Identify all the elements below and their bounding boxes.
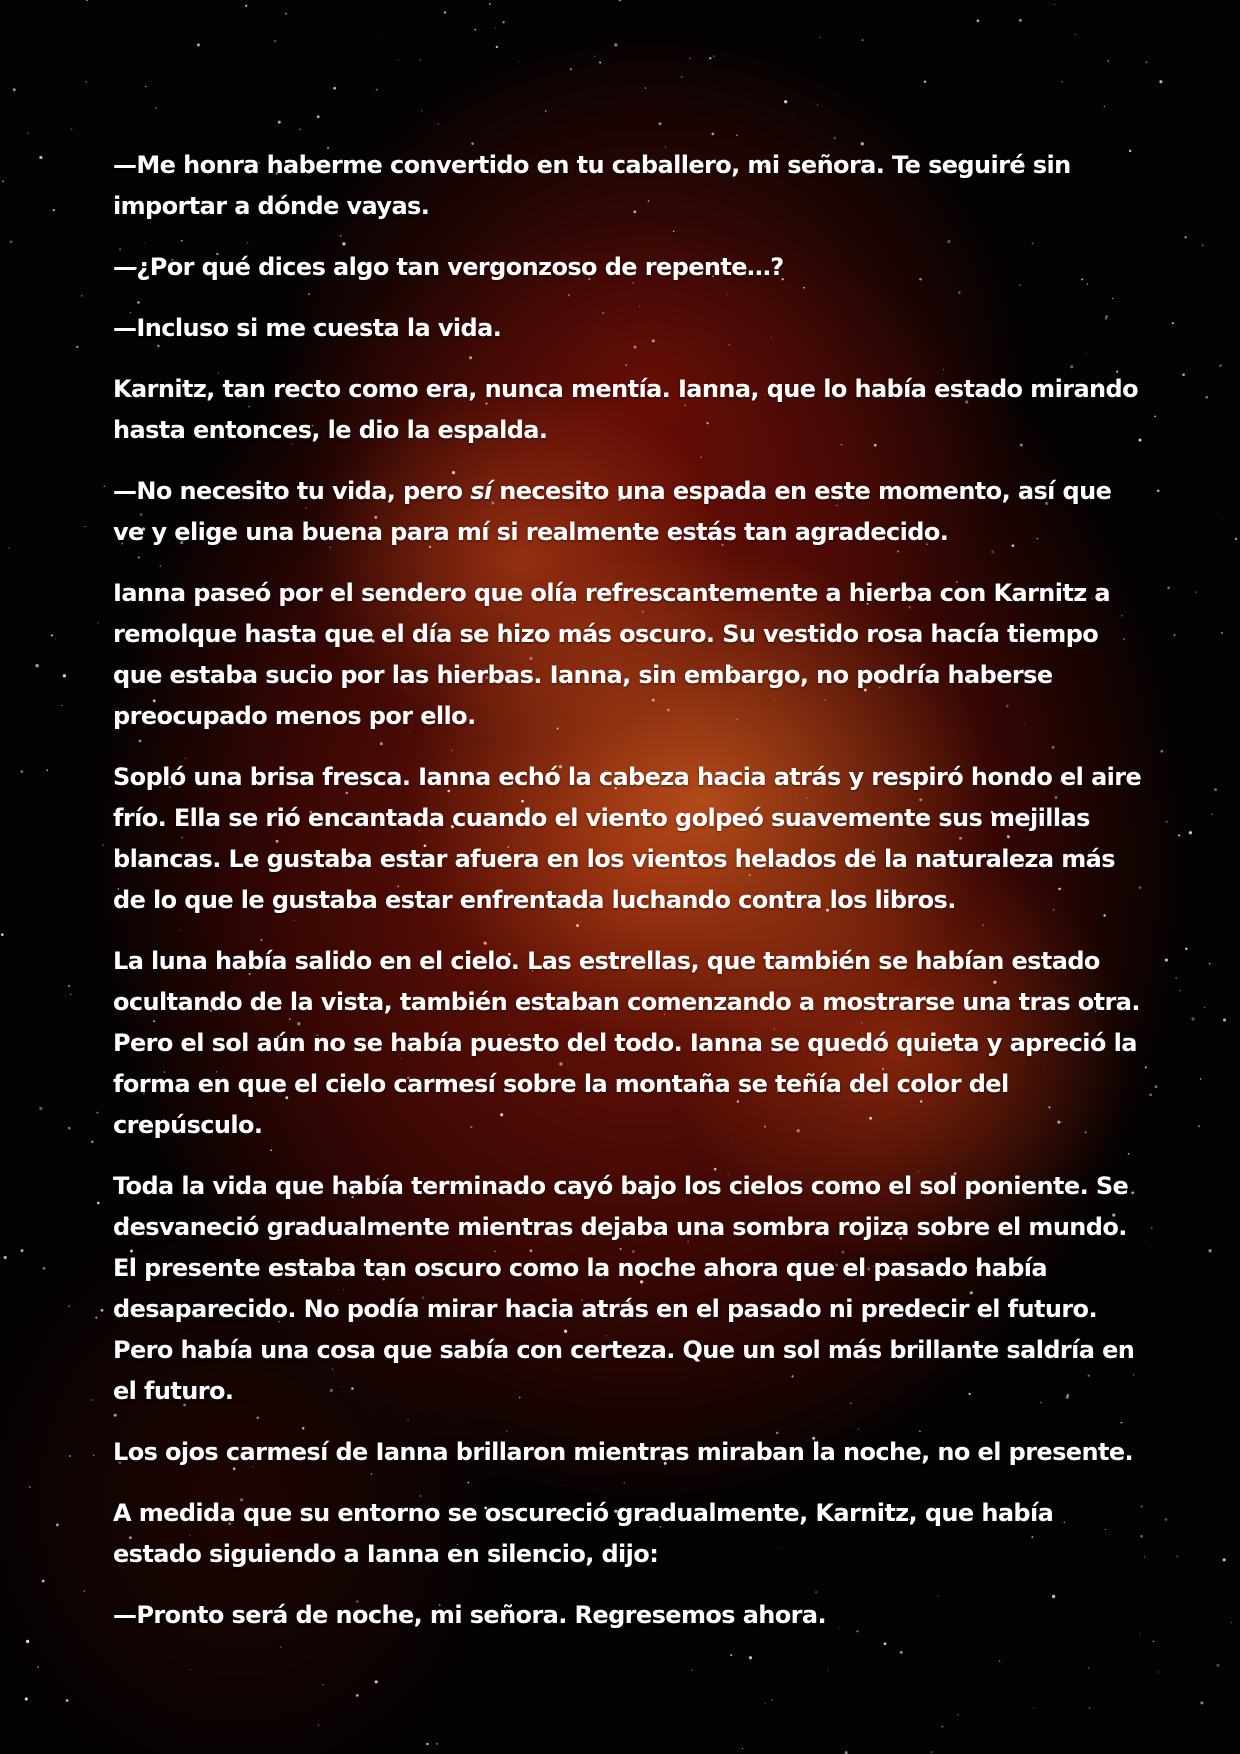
- star: [742, 1748, 743, 1749]
- star: [63, 674, 66, 677]
- star: [37, 1666, 38, 1667]
- star: [69, 1455, 71, 1457]
- paragraph-5: [113, 471, 1143, 553]
- star: [1222, 519, 1223, 520]
- star: [39, 156, 42, 159]
- paragraph-5-emphasis: sí: [470, 477, 492, 505]
- star: [1157, 490, 1159, 492]
- paragraph-12: —Pronto será de noche, mi señora. Regresemos ahora.: [113, 1601, 827, 1629]
- star: [101, 1309, 104, 1312]
- star: [1174, 634, 1176, 636]
- star: [1158, 1672, 1159, 1673]
- star: [1180, 990, 1181, 991]
- star: [25, 1697, 28, 1700]
- star: [43, 1267, 46, 1270]
- star: [689, 58, 691, 60]
- star: [645, 87, 646, 88]
- star: [1146, 61, 1148, 63]
- star: [10, 240, 13, 243]
- story-text: [113, 145, 1143, 1656]
- star: [421, 110, 423, 112]
- star: [29, 1486, 31, 1488]
- star: [1167, 587, 1169, 589]
- star: [924, 81, 926, 83]
- star: [68, 985, 71, 988]
- star: [81, 295, 82, 296]
- star: [375, 1680, 378, 1683]
- star: [1223, 1018, 1226, 1021]
- star: [1221, 632, 1223, 634]
- star: [97, 1112, 99, 1114]
- paragraph-5-after: necesito una espada en este momento, así que ve y elige una buena para mí si realmente estás tan agradecido.: [113, 477, 1112, 546]
- star: [599, 62, 601, 64]
- star: [1, 933, 4, 936]
- star: [426, 1743, 428, 1745]
- star: [436, 1743, 438, 1745]
- star: [495, 28, 496, 29]
- star: [444, 11, 446, 13]
- star: [1195, 591, 1196, 592]
- star: [765, 1703, 766, 1704]
- star: [941, 1726, 943, 1728]
- star: [84, 1590, 85, 1591]
- paragraph-5-before: —No necesito tu vida, pero: [113, 477, 471, 505]
- star: [1212, 814, 1213, 815]
- star: [1202, 245, 1203, 246]
- star: [299, 128, 301, 130]
- star: [1089, 1707, 1091, 1709]
- star: [1155, 1085, 1158, 1088]
- star: [102, 844, 103, 845]
- star: [784, 100, 787, 103]
- paragraph-9: Toda la vida que había terminado cayó bajo los cielos como el sol poniente. Se desvaneció gradualmente mientras dejaba una sombra rojiza sobre el mundo. El presente estaba tan oscuro como la noche ahora que el pasado había desaparecido. No podía mirar hacia atrás en el pasado ni predecir el futuro. Pero había una cosa que sabía con certeza. Que un sol más brillante saldría en el futuro.: [113, 1172, 1135, 1405]
- star: [1172, 322, 1174, 324]
- paragraph-2: —¿Por qué dices algo tan vergonzoso de repente…?: [113, 253, 784, 281]
- star: [42, 1580, 45, 1583]
- star: [66, 1699, 69, 1702]
- paragraph-3: —Incluso si me cuesta la vida.: [113, 314, 502, 342]
- star: [999, 1660, 1001, 1662]
- star: [1184, 236, 1186, 238]
- star: [1054, 4, 1055, 5]
- star: [26, 1640, 29, 1643]
- star: [91, 1141, 94, 1144]
- star: [594, 56, 595, 57]
- star: [793, 112, 794, 113]
- star: [322, 1684, 323, 1685]
- star: [1182, 374, 1185, 377]
- star: [1075, 34, 1076, 35]
- star: [76, 346, 78, 348]
- star: [376, 89, 378, 91]
- star: [1159, 80, 1162, 83]
- star: [1165, 1518, 1168, 1521]
- star: [681, 76, 683, 78]
- star: [1235, 538, 1237, 540]
- star: [85, 81, 87, 83]
- star: [356, 1694, 359, 1697]
- star: [771, 1699, 773, 1701]
- star: [749, 1656, 752, 1659]
- star: [489, 3, 491, 5]
- star: [1170, 858, 1171, 859]
- paragraph-11: A medida que su entorno se oscureció gradualmente, Karnitz, que había estado siguiendo a Ianna en silencio, dijo:: [113, 1499, 1054, 1568]
- star: [1214, 788, 1217, 791]
- star: [285, 13, 287, 15]
- star: [278, 121, 281, 124]
- star: [474, 29, 476, 31]
- star: [70, 994, 71, 995]
- star: [1033, 1707, 1034, 1708]
- star: [28, 133, 29, 134]
- star: [709, 57, 711, 59]
- star: [1149, 1093, 1152, 1096]
- star: [1088, 1667, 1090, 1669]
- paragraph-4: Karnitz, tan recto como era, nunca mentía. Ianna, que lo había estado mirando hasta entonces, le dio la espalda.: [113, 375, 1138, 444]
- star: [21, 1249, 24, 1252]
- star: [93, 1455, 94, 1456]
- star: [318, 1725, 319, 1726]
- star: [1223, 1558, 1226, 1561]
- star: [518, 61, 519, 62]
- star: [820, 37, 821, 38]
- star: [1208, 1249, 1211, 1252]
- star: [977, 19, 980, 22]
- star: [1200, 1702, 1203, 1705]
- star: [71, 128, 73, 130]
- star: [496, 46, 498, 48]
- star: [1189, 831, 1192, 834]
- star: [1019, 19, 1022, 22]
- star: [1144, 1556, 1146, 1558]
- star: [833, 137, 836, 140]
- star: [618, 0, 621, 1]
- star: [736, 134, 738, 136]
- star: [4, 1256, 7, 1259]
- star: [197, 43, 200, 46]
- star: [1161, 750, 1164, 753]
- star: [97, 622, 99, 624]
- star: [1154, 416, 1156, 418]
- paragraph-1: —Me honra haberme convertido en tu caballero, mi señora. Te seguiré sin importar a dónde vayas.: [113, 151, 1071, 220]
- star: [145, 86, 146, 87]
- star: [103, 485, 105, 487]
- star: [438, 124, 439, 125]
- star: [382, 36, 383, 37]
- star: [317, 115, 320, 118]
- star: [398, 59, 399, 60]
- star: [1165, 958, 1168, 961]
- star: [691, 1669, 693, 1671]
- star: [333, 87, 336, 90]
- star: [659, 122, 662, 125]
- star: [1231, 1622, 1232, 1623]
- star: [1177, 1556, 1178, 1557]
- star: [91, 1399, 93, 1401]
- paragraph-8: La luna había salido en el cielo. Las estrellas, que también se habían estado ocultando de la vista, también estaban comenzando a mostrarse una tras otra. Pero el sol aún no se había puesto del todo. Ianna se quedó quieta y apreció la forma en que el cielo carmesí sobre la montaña se teñía del color del crepúsculo.: [113, 947, 1140, 1139]
- star: [570, 68, 572, 70]
- star: [1178, 834, 1180, 836]
- star: [1061, 81, 1063, 83]
- star: [1107, 60, 1109, 62]
- star: [86, 0, 88, 1]
- star: [1185, 948, 1187, 950]
- paragraph-7: Sopló una brisa fresca. Ianna echó la cabeza hacia atrás y respiró hondo el aire frío. Ella se rió encantada cuando el viento golpeó suavemente sus mejillas blancas. Le gustaba estar afuera en los vientos helados de la naturaleza más de lo que le gustaba estar enfrentada luchando contra los libros.: [113, 763, 1142, 914]
- star: [931, 1751, 933, 1753]
- star: [862, 39, 864, 41]
- star: [420, 59, 422, 61]
- star: [51, 634, 53, 636]
- star: [1147, 1240, 1148, 1241]
- star: [190, 1669, 191, 1670]
- star: [35, 664, 38, 667]
- star: [21, 770, 23, 772]
- star: [245, 5, 247, 7]
- star: [55, 638, 56, 639]
- star: [1216, 1664, 1219, 1667]
- star: [84, 526, 85, 527]
- star: [53, 209, 55, 211]
- star: [274, 40, 277, 43]
- star: [61, 705, 62, 706]
- star: [827, 1670, 828, 1671]
- star: [1205, 396, 1208, 399]
- star: [68, 1127, 71, 1130]
- star: [545, 110, 547, 112]
- star: [1204, 1007, 1205, 1008]
- paragraph-6: Ianna paseó por el sendero que olía refrescantemente a hierba con Karnitz a remolque hasta que el día se hizo más oscuro. Su vestido rosa hacía tiempo que estaba sucio por las hierbas. Ianna, sin embargo, no podría haberse preocupado menos por ello.: [113, 579, 1111, 730]
- star: [502, 21, 504, 23]
- star: [1104, 106, 1105, 107]
- star: [95, 1317, 97, 1319]
- star: [68, 1305, 69, 1306]
- star: [46, 769, 48, 771]
- star: [817, 104, 818, 105]
- star: [13, 88, 16, 91]
- star: [711, 133, 714, 136]
- star: [39, 1107, 42, 1110]
- star: [1153, 1641, 1155, 1643]
- star: [1151, 1227, 1153, 1229]
- star: [1209, 963, 1211, 965]
- star: [1200, 1078, 1202, 1080]
- star: [56, 1524, 59, 1527]
- star: [155, 107, 157, 109]
- star: [1165, 821, 1167, 823]
- star: [1191, 1017, 1194, 1020]
- star: [2, 180, 4, 182]
- star: [9, 547, 10, 548]
- star: [614, 43, 617, 46]
- star: [1219, 365, 1221, 367]
- star: [957, 1714, 958, 1715]
- paragraph-10: Los ojos carmesí de Ianna brillaron mientras miraban la noche, no el presente.: [113, 1438, 1134, 1466]
- star: [713, 55, 715, 57]
- star: [1145, 1066, 1147, 1068]
- star: [1175, 977, 1176, 978]
- star: [97, 1202, 100, 1205]
- star: [1198, 1125, 1200, 1127]
